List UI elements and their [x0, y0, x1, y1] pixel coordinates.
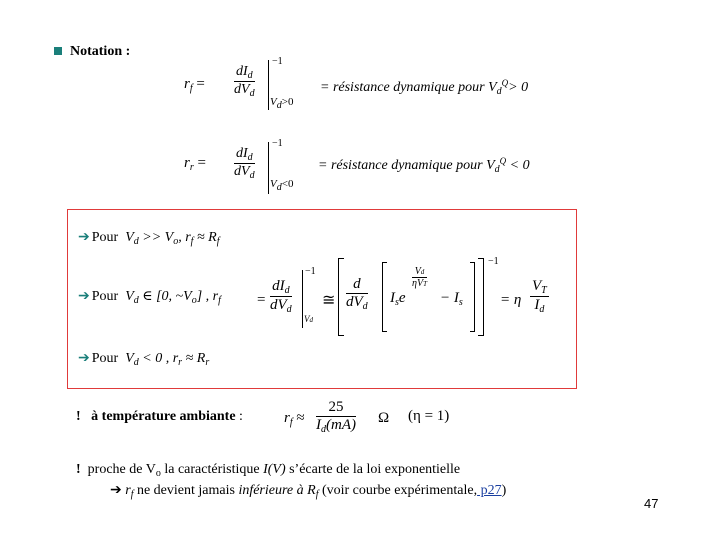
temp-den-tail: (mA) — [326, 417, 356, 433]
row1-frac-num-sub: d — [247, 70, 253, 81]
box-line3-v: V — [125, 351, 134, 366]
box-line2-minus-is — [440, 290, 463, 308]
footnote-line1 — [76, 462, 460, 479]
box-line2-eval-d: d — [309, 316, 313, 324]
box-line2-final-frac — [530, 278, 549, 315]
temp-label: à température ambiante — [91, 409, 236, 424]
box-line2-frac-num-sub: d — [284, 285, 290, 296]
row1-description — [320, 78, 528, 97]
box-line2-frac-den: dV — [270, 297, 287, 313]
box-line3-sub2: r — [178, 357, 183, 368]
temp-num: 25 — [328, 399, 344, 415]
box-line2-sub3: f — [218, 295, 221, 306]
box-line2-is-sub: s — [395, 297, 399, 308]
footnote-l2-it: inférieure à R — [238, 483, 316, 498]
row1-frac-den-sub: d — [249, 88, 255, 99]
box-line1-v: V — [125, 230, 134, 245]
inner-right-bracket — [470, 262, 475, 332]
box-line2-frac-num: dI — [272, 278, 285, 294]
row1-frac-num: dI — [236, 64, 248, 79]
row2-frac-num-sub: d — [247, 152, 253, 163]
box-line1-sub2: o — [173, 236, 179, 247]
box-line2-exponent: −1 — [305, 266, 316, 277]
footnote-line2 — [110, 482, 506, 500]
box-line2-exp-num-sub: d — [420, 268, 425, 276]
temp-lhs-sub: f — [289, 417, 293, 428]
footnote-mark-icon: ! — [76, 462, 81, 477]
row2-lhs — [184, 155, 206, 173]
temp-den-sub: d — [321, 424, 326, 435]
row1-eq: = — [196, 76, 205, 92]
right-bracket — [478, 258, 484, 336]
arrow-right-icon: ➔ — [78, 289, 90, 304]
row2-exponent: −1 — [272, 138, 283, 149]
box-line2-is-i: I — [390, 290, 395, 306]
row2-desc-tail: < 0 — [506, 158, 530, 173]
box-line3-rest2: ≈ R — [182, 351, 206, 366]
square-bullet-icon — [54, 47, 62, 55]
box-line1-rest: >> V — [138, 230, 174, 245]
box-line2-eval-bar — [302, 270, 303, 328]
box-line3-sub: d — [133, 357, 139, 368]
row2-frac-num: dI — [236, 146, 248, 161]
row1-cond-v: V — [270, 96, 277, 108]
row1-eval-bar — [268, 60, 269, 110]
box-line2-final-den: I — [534, 297, 540, 313]
box-line2-v: V — [125, 289, 134, 304]
box-line2-e: e — [398, 290, 406, 306]
row2-condition — [270, 178, 293, 193]
row1-frac-den: dV — [234, 82, 250, 97]
row2-lhs-sub: r — [189, 162, 194, 173]
notation-title: Notation : — [70, 44, 131, 59]
warning-mark-icon: ! — [76, 409, 81, 424]
box-line2-eq-eta: = η — [500, 292, 522, 308]
row1-exponent: −1 — [272, 56, 283, 67]
temp-condition: (η = 1) — [408, 408, 450, 424]
box-line2-fraction — [270, 278, 292, 315]
row1-fraction — [234, 64, 255, 99]
box-line2-final-num-sub: T — [541, 285, 547, 296]
box-line2-exp-den: ηV — [412, 278, 424, 289]
box-line1 — [78, 229, 219, 247]
temp-unit: Ω — [378, 410, 390, 426]
box-line2-sub: d — [133, 295, 139, 306]
box-line2-exp2: −1 — [488, 256, 499, 267]
footnote-l2-sub2: f — [315, 489, 319, 500]
temp-approx: ≈ — [296, 410, 305, 426]
page-number: 47 — [644, 496, 659, 511]
page-link[interactable]: p27 — [477, 483, 502, 498]
row1-condition — [270, 96, 293, 111]
footnote-l1-c: s’écarte de la loi exponentielle — [285, 462, 461, 477]
temp-line — [76, 409, 243, 425]
footnote-l2-b: ne devient jamais — [133, 483, 239, 498]
box-line2-is — [390, 290, 406, 308]
row2-frac-den-sub: d — [249, 170, 255, 181]
row2-cond-sub: d — [276, 182, 282, 193]
box-line2-final-den-sub: d — [539, 304, 545, 315]
row1-lhs-sub: f — [189, 83, 193, 94]
row1-desc-tail: > 0 — [508, 80, 529, 95]
row1-cond-rel: >0 — [281, 96, 294, 108]
left-bracket — [338, 258, 344, 336]
box-line1-sub: d — [133, 236, 139, 247]
box-line3 — [78, 350, 209, 368]
row2-lhs-r: r — [184, 155, 190, 171]
box-line2-cong: ≅ — [322, 292, 336, 309]
box-line2-eval-sub — [304, 314, 313, 324]
box-line2 — [78, 288, 221, 306]
footnote-l2-c: (voir courbe expérimentale, — [318, 483, 478, 498]
box-line2-rest2: ] , r — [196, 289, 219, 304]
box-line2-final-num: V — [532, 278, 542, 294]
box-line2-eq: = — [257, 292, 266, 308]
box-line3-sub3: r — [205, 357, 210, 368]
footnote-l1-it: I(V) — [263, 462, 286, 477]
box-line1-pour: Pour — [91, 230, 119, 245]
box-line2-inner-den-sub: d — [362, 301, 368, 312]
row2-cond-rel: <0 — [281, 178, 294, 190]
box-line1-sub4: f — [216, 236, 220, 247]
box-line2-inner-num: d — [353, 276, 361, 292]
box-line2-sub2: o — [191, 295, 197, 306]
box-line2-exp-den-sub: T — [423, 280, 427, 288]
row2-description — [318, 156, 530, 175]
box-line2-eval-v: V — [304, 314, 310, 324]
box-line2-inner-deriv — [346, 276, 368, 312]
row2-desc-sub: d — [494, 164, 500, 175]
temp-den: I — [316, 417, 321, 433]
box-line2-exp-frac — [412, 266, 427, 289]
temp-lhs-r: r — [284, 410, 290, 426]
row2-desc-text: = résistance dynamique pour V — [318, 158, 495, 173]
box-line1-rest2: , r — [178, 230, 191, 245]
footnote-l2-a: r — [121, 483, 131, 498]
box-line3-pour: Pour — [91, 351, 119, 366]
row2-frac-den: dV — [234, 164, 250, 179]
row1-desc-sub: d — [496, 86, 502, 97]
row1-cond-sub: d — [276, 100, 282, 111]
row1-desc-text: = résistance dynamique pour V — [320, 80, 497, 95]
row1-lhs-r: r — [184, 76, 190, 92]
temp-colon: : — [235, 409, 243, 424]
footnote-l1-a: proche de V — [87, 462, 156, 477]
row2-fraction — [234, 146, 255, 181]
row2-desc-sup: Q — [499, 156, 507, 166]
footnote-l1-b: la caractéristique — [160, 462, 264, 477]
temp-fraction — [316, 399, 356, 435]
box-line2-rest: ∈ [0, ~V — [138, 289, 192, 304]
row2-eval-bar — [268, 142, 269, 194]
row1-desc-sup: Q — [501, 78, 509, 88]
footnote-l2-sub: f — [130, 489, 134, 500]
arrow-right-icon: ➔ — [78, 230, 90, 245]
row2-eq: = — [197, 155, 206, 171]
footnote-l2-d: ) — [501, 483, 507, 498]
row1-lhs — [184, 76, 205, 94]
box-line1-sub3: f — [190, 236, 194, 247]
box-line2-pour: Pour — [91, 289, 119, 304]
box-line3-rest: < 0 , r — [138, 351, 179, 366]
footnote-l1-sub: o — [155, 468, 161, 479]
inner-left-bracket — [382, 262, 387, 332]
box-line2-frac-den-sub: d — [286, 304, 292, 315]
arrow-right-icon: ➔ — [110, 483, 122, 498]
box-line2-minus-is-text: − I — [440, 290, 459, 306]
box-line2-inner-den: dV — [346, 294, 363, 310]
box-line1-rest3: ≈ R — [193, 230, 217, 245]
box-line2-minus-is-sub: s — [458, 297, 463, 308]
temp-lhs — [284, 410, 305, 428]
row2-cond-v: V — [270, 178, 277, 190]
arrow-right-icon: ➔ — [78, 351, 90, 366]
box-line2-exp-num: V — [414, 266, 421, 277]
